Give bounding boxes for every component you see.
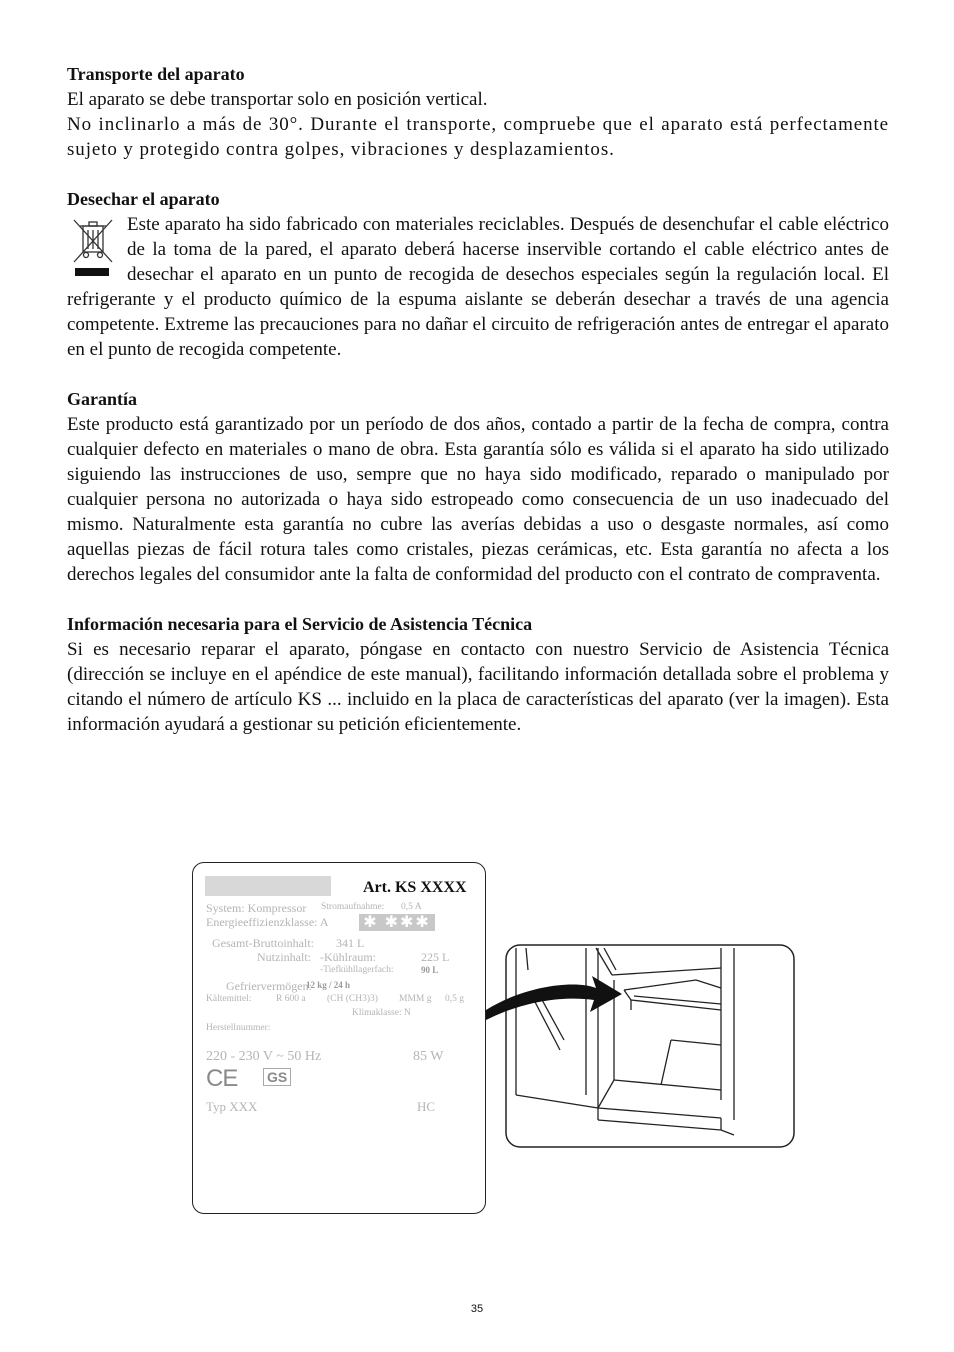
plate-energy-class: Energieeffizienzklasse: A (206, 915, 329, 929)
plate-article-number: Art. KS XXXX (363, 879, 467, 896)
section-transport (67, 62, 889, 162)
plate-system: System: Kompressor (206, 901, 307, 915)
plate-star-rating: ✱ ✱✱✱ (359, 914, 435, 931)
plate-power: 85 W (413, 1049, 444, 1064)
rating-plate (192, 862, 486, 1214)
heading-warranty: Garantía (67, 389, 137, 409)
plate-serial-number: Herstellnummer: (206, 1023, 271, 1033)
disposal-text: Este aparato ha sido fabricado con materiales reciclables. Después de desenchufar el cable eléctrico de la toma de la pared, el aparato deberá hacerse inservible cortando el cable eléctrico antes de desechar el aparato en un punto de recogida de desechos especiales según la regulación local. El refrigerante y el producto químico de la espuma aislante se deberán desechar a través de una agencia competente. Extreme las precauciones para no dañar el circuito de refrigeración antes de entregar el aparato en el punto de recogida competente. (67, 214, 889, 360)
service-text: Si es necesario reparar el aparato, póngase en contacto con nuestro Servicio de Asistencia Técnica (dirección se incluye en el apéndice de este manual), facilitando información detallada sobre el problema y citando el número de artículo KS ... incluido en la placa de características del aparato (ver la imagen). Esta información ayudará a gestionar su petición eficientemente. (67, 639, 889, 735)
plate-mmm: MMM g (399, 994, 432, 1004)
plate-mmm-value: 0,5 g (445, 994, 464, 1004)
fridge-interior-illustration (486, 940, 796, 1150)
plate-gross-capacity-value: 341 L (336, 936, 365, 950)
plate-brand-bar (205, 876, 331, 896)
heading-service: Información necesaria para el Servicio de Asistencia Técnica (67, 614, 533, 634)
plate-fridge-value: 225 L (421, 950, 450, 964)
section-service (67, 612, 889, 737)
heading-disposal: Desechar el aparato (67, 189, 220, 209)
plate-freezer-value: 90 L (421, 965, 439, 975)
transport-line-2: No inclinarlo a más de 30°. Durante el transporte, compruebe que el aparato está perfectamente sujeto y protegido contra golpes, vibraciones y desplazamientos. (67, 114, 889, 160)
warranty-text: Este producto está garantizado por un período de dos años, contado a partir de la fecha de compra, contra cualquier defecto en materiales o mano de obra. Esta garantía sólo es válida si el aparato ha sido utilizado siguiendo las instrucciones de uso, sempre que no haya sido modificado, reparado o manipulado por cualquier persona no autorizada o haya sido estropeado como consecuencia de un uso inadecuado del mismo. Naturalmente esta garantía no cubre las averías debidas a uso o desgaste normales, así como aquellas piezas de fácil rotura tales como cristales, piezas cerámicas, etc. Esta garantía no afecta a los derechos legales del consumidor ante la falta de conformidad del producto con el contrato de compraventa. (67, 414, 889, 585)
plate-stromaufnahme-value: 0,5 A (401, 902, 422, 912)
section-disposal (67, 187, 889, 362)
plate-refrigerant-value: R 600 a (276, 994, 306, 1004)
plate-freezing-capacity-value: 12 kg / 24 h (306, 980, 351, 990)
weee-crossed-bin-icon (69, 216, 117, 278)
plate-type: Typ XXX (206, 1099, 258, 1114)
plate-hc: HC (417, 1099, 436, 1114)
plate-freezer-label: -Tiefkühllagerfach: (320, 965, 394, 975)
plate-voltage: 220 - 230 V ~ 50 Hz (206, 1049, 322, 1064)
plate-climate-class: Klimaklasse: N (352, 1008, 411, 1018)
section-warranty (67, 387, 889, 587)
heading-transport: Transporte del aparato (67, 64, 245, 84)
transport-line-1: El aparato se debe transportar solo en posición vertical. (67, 89, 488, 110)
ce-mark-icon: CE (206, 1065, 238, 1092)
gs-mark-icon: GS (263, 1068, 291, 1086)
plate-freezing-capacity: Gefriervermögen: (226, 979, 312, 993)
plate-refrigerant-formula: (CH (CH3)3) (327, 994, 378, 1004)
plate-gross-capacity: Gesamt-Bruttoinhalt: (212, 936, 314, 950)
page-number: 35 (470, 1303, 484, 1315)
plate-fridge-label: -Kühlraum: (320, 950, 376, 964)
plate-stromaufnahme: Stromaufnahme: (321, 902, 385, 912)
plate-refrigerant: Kältemittel: (206, 994, 252, 1004)
page-content (67, 62, 889, 762)
plate-net-capacity: Nutzinhalt: (257, 950, 311, 964)
